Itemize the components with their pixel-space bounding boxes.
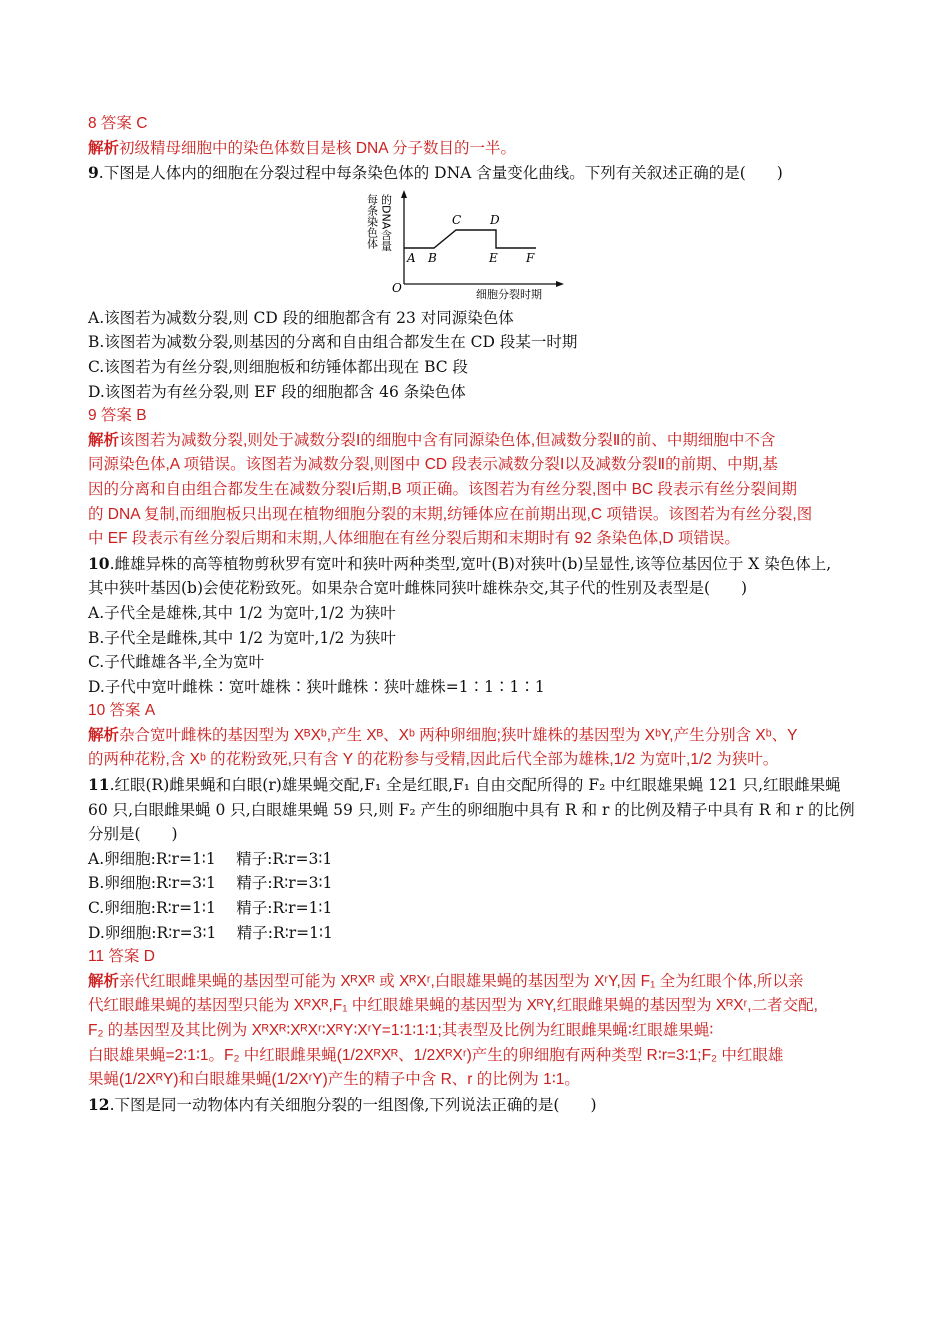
q9-analysis-line-1: 解析该图若为减数分裂,则处于减数分裂Ⅰ的细胞中含有同源染色体,但减数分裂Ⅱ的前、中期细胞中不含 (88, 431, 776, 449)
q12-number: 12 (88, 1094, 110, 1114)
q11-analysis-line-4: 白眼雄果蝇=2∶1∶1。F₂ 中红眼雌果蝇(1/2XᴿXᴿ、1/2XᴿXʳ)产生的卵细胞有两种类型 R∶r=3∶1;F₂ 中红眼雄 (88, 1046, 784, 1064)
graph-point-c: C (452, 212, 462, 227)
q9-option-b: B.该图若为减数分裂,则基因的分离和自由组合都发生在 CD 段某一时期 (88, 333, 578, 352)
q9-analysis-line-2: 同源染色体,A 项错误。该图若为减数分裂,则图中 CD 段表示减数分裂Ⅰ以及减数分裂Ⅱ的前期、中期,基 (88, 456, 778, 474)
graph-point-f: F (526, 250, 535, 265)
graph-xlabel: 细胞分裂时期 (476, 287, 542, 300)
q9-answer: 9 答案 B (88, 407, 147, 425)
q11-stem-line-3: 分别是( ) (88, 825, 178, 844)
q8-analysis-text: 初级精母细胞中的染色体数目是核 DNA 分子数目的一半。 (119, 139, 517, 157)
q11-analysis-line-1: 解析亲代红眼雌果蝇的基因型可能为 XᴿXᴿ 或 XᴿXʳ,白眼雄果蝇的基因型为 XʳY,因 F₁ 全为红眼个体,所以亲 (88, 972, 804, 990)
graph-origin: O (392, 280, 402, 295)
graph-point-e: E (489, 250, 498, 265)
q9-analysis-line-4: 的 DNA 复制,而细胞板只出现在植物细胞分裂的末期,纺锤体应在前期出现,C 项错误。该图若为有丝分裂,图 (88, 505, 813, 523)
graph-ylabel-2: 的DNA含量 (379, 193, 393, 252)
q11-option-b: B.卵细胞:R∶r=3∶1 精子:R∶r=3∶1 (88, 874, 333, 893)
graph-point-a: A (407, 250, 416, 265)
q11-analysis-line-2: 代红眼雌果蝇的基因型只能为 XᴿXᴿ,F₁ 中红眼雄果蝇的基因型为 XᴿY,红眼雌果蝇的基因型为 XᴿXʳ,二者交配, (88, 997, 818, 1015)
q10-analysis-line-2: 的两种花粉,含 Xᵇ 的花粉致死,只有含 Y 的花粉参与受精,因此后代全部为雄株,1/2 为宽叶,1/2 为狭叶。 (88, 751, 779, 769)
graph-point-d: D (490, 212, 500, 227)
q8-analysis-label: 解析 (88, 139, 120, 157)
q8-analysis (88, 137, 878, 162)
q10-number: 10 (88, 553, 110, 573)
graph-curve (404, 230, 536, 248)
q12-stem: 12.下图是同一动物体内有关细胞分裂的一组图像,下列说法正确的是( ) (88, 1094, 597, 1114)
q10-stem-line-1: 10.雌雄异株的高等植物剪秋罗有宽叶和狭叶两种类型,宽叶(B)对狭叶(b)呈显性,该等位基因位于 X 染色体上, (88, 553, 832, 573)
q11-answer: 11 答案 D (88, 948, 155, 966)
q9-stem (88, 161, 878, 186)
q10-stem-line-2: 其中狭叶基因(b)会使花粉致死。如果杂合宽叶雌株同狭叶雄株杂交,其子代的性别及表型是( ) (88, 579, 748, 598)
q9-number: 9 (88, 163, 99, 183)
q11-analysis-line-5: 果蝇(1/2XᴿY)和白眼雄果蝇(1/2XʳY)产生的精子中含 R、r 的比例为 1∶1。 (88, 1071, 580, 1089)
q11-option-a: A.卵细胞:R∶r=1∶1 精子:R∶r=3∶1 (88, 849, 333, 868)
q10-option-b: B.子代全是雌株,其中 1/2 为宽叶,1/2 为狭叶 (88, 628, 396, 647)
graph-point-b: B (428, 250, 437, 265)
q11-analysis-line-3: F₂ 的基因型及其比例为 XᴿXᴿ∶XᴿXʳ∶XᴿY∶XʳY=1∶1∶1∶1;其表型及比例为红眼雌果蝇∶红眼雄果蝇∶ (88, 1022, 714, 1039)
q11-option-c: C.卵细胞:R∶r=1∶1 精子:R∶r=1∶1 (88, 899, 333, 918)
q11-analysis-label: 解析 (88, 972, 120, 990)
q9-option-a: A.该图若为减数分裂,则 CD 段的细胞都含有 23 对同源染色体 (88, 308, 514, 327)
q8-answer: 8 答案 C (88, 115, 148, 132)
q11-option-d: D.卵细胞:R∶r=3∶1 精子:R∶r=1∶1 (88, 923, 333, 942)
document-page (88, 112, 878, 1117)
graph-x-arrow (556, 281, 564, 287)
q10-analysis-line-1: 解析杂合宽叶雌株的基因型为 XᴮXᵇ,产生 Xᴮ、Xᵇ 两种卵细胞;狭叶雄株的基因型为 XᵇY,产生分别含 Xᵇ、Y (88, 726, 798, 744)
q9-analysis-line-3: 因的分离和自由组合都发生在减数分裂Ⅰ后期,B 项正确。该图若为有丝分裂,图中 BC 段表示有丝分裂间期 (88, 480, 797, 498)
q9-option-d: D.该图若为有丝分裂,则 EF 段的细胞都含 46 条染色体 (88, 382, 466, 401)
dna-content-curve (366, 188, 586, 300)
graph-y-arrow (401, 190, 407, 198)
q11-stem-line-2: 60 只,白眼雌果蝇 0 只,白眼雄果蝇 59 只,则 F₂ 产生的卵细胞中具有 R 和 r 的比例及精子中具有 R 和 r 的比例 (88, 800, 855, 819)
q9-analysis-label: 解析 (88, 431, 120, 449)
q11-number: 11 (88, 775, 110, 795)
q9-graph (88, 188, 878, 300)
q9-stem-text: .下图是人体内的细胞在分裂过程中每条染色体的 DNA 含量变化曲线。下列有关叙述正确的是( ) (98, 164, 783, 183)
q10-option-a: A.子代全是雄株,其中 1/2 为宽叶,1/2 为狭叶 (88, 603, 396, 622)
q9-option-c: C.该图若为有丝分裂,则细胞板和纺锤体都出现在 BC 段 (88, 357, 469, 376)
q10-analysis-label: 解析 (88, 726, 120, 744)
q10-option-d: D.子代中宽叶雌株∶宽叶雄株∶狭叶雌株∶狭叶雄株=1∶1∶1∶1 (88, 677, 545, 696)
q9-analysis-line-5: 中 EF 段表示有丝分裂后期和末期,人体细胞在有丝分裂后期和末期时有 92 条染色体,D 项错误。 (88, 530, 740, 548)
q10-answer: 10 答案 A (88, 702, 156, 720)
q11-stem-line-1: 11.红眼(R)雌果蝇和白眼(r)雄果蝇交配,F₁ 全是红眼,F₁ 自由交配所得的 F₂ 中红眼雄果蝇 121 只,红眼雌果蝇 (88, 775, 841, 795)
graph-ylabel-1: 每条染色体 (366, 193, 379, 249)
q10-option-c: C.子代雌雄各半,全为宽叶 (88, 653, 265, 672)
